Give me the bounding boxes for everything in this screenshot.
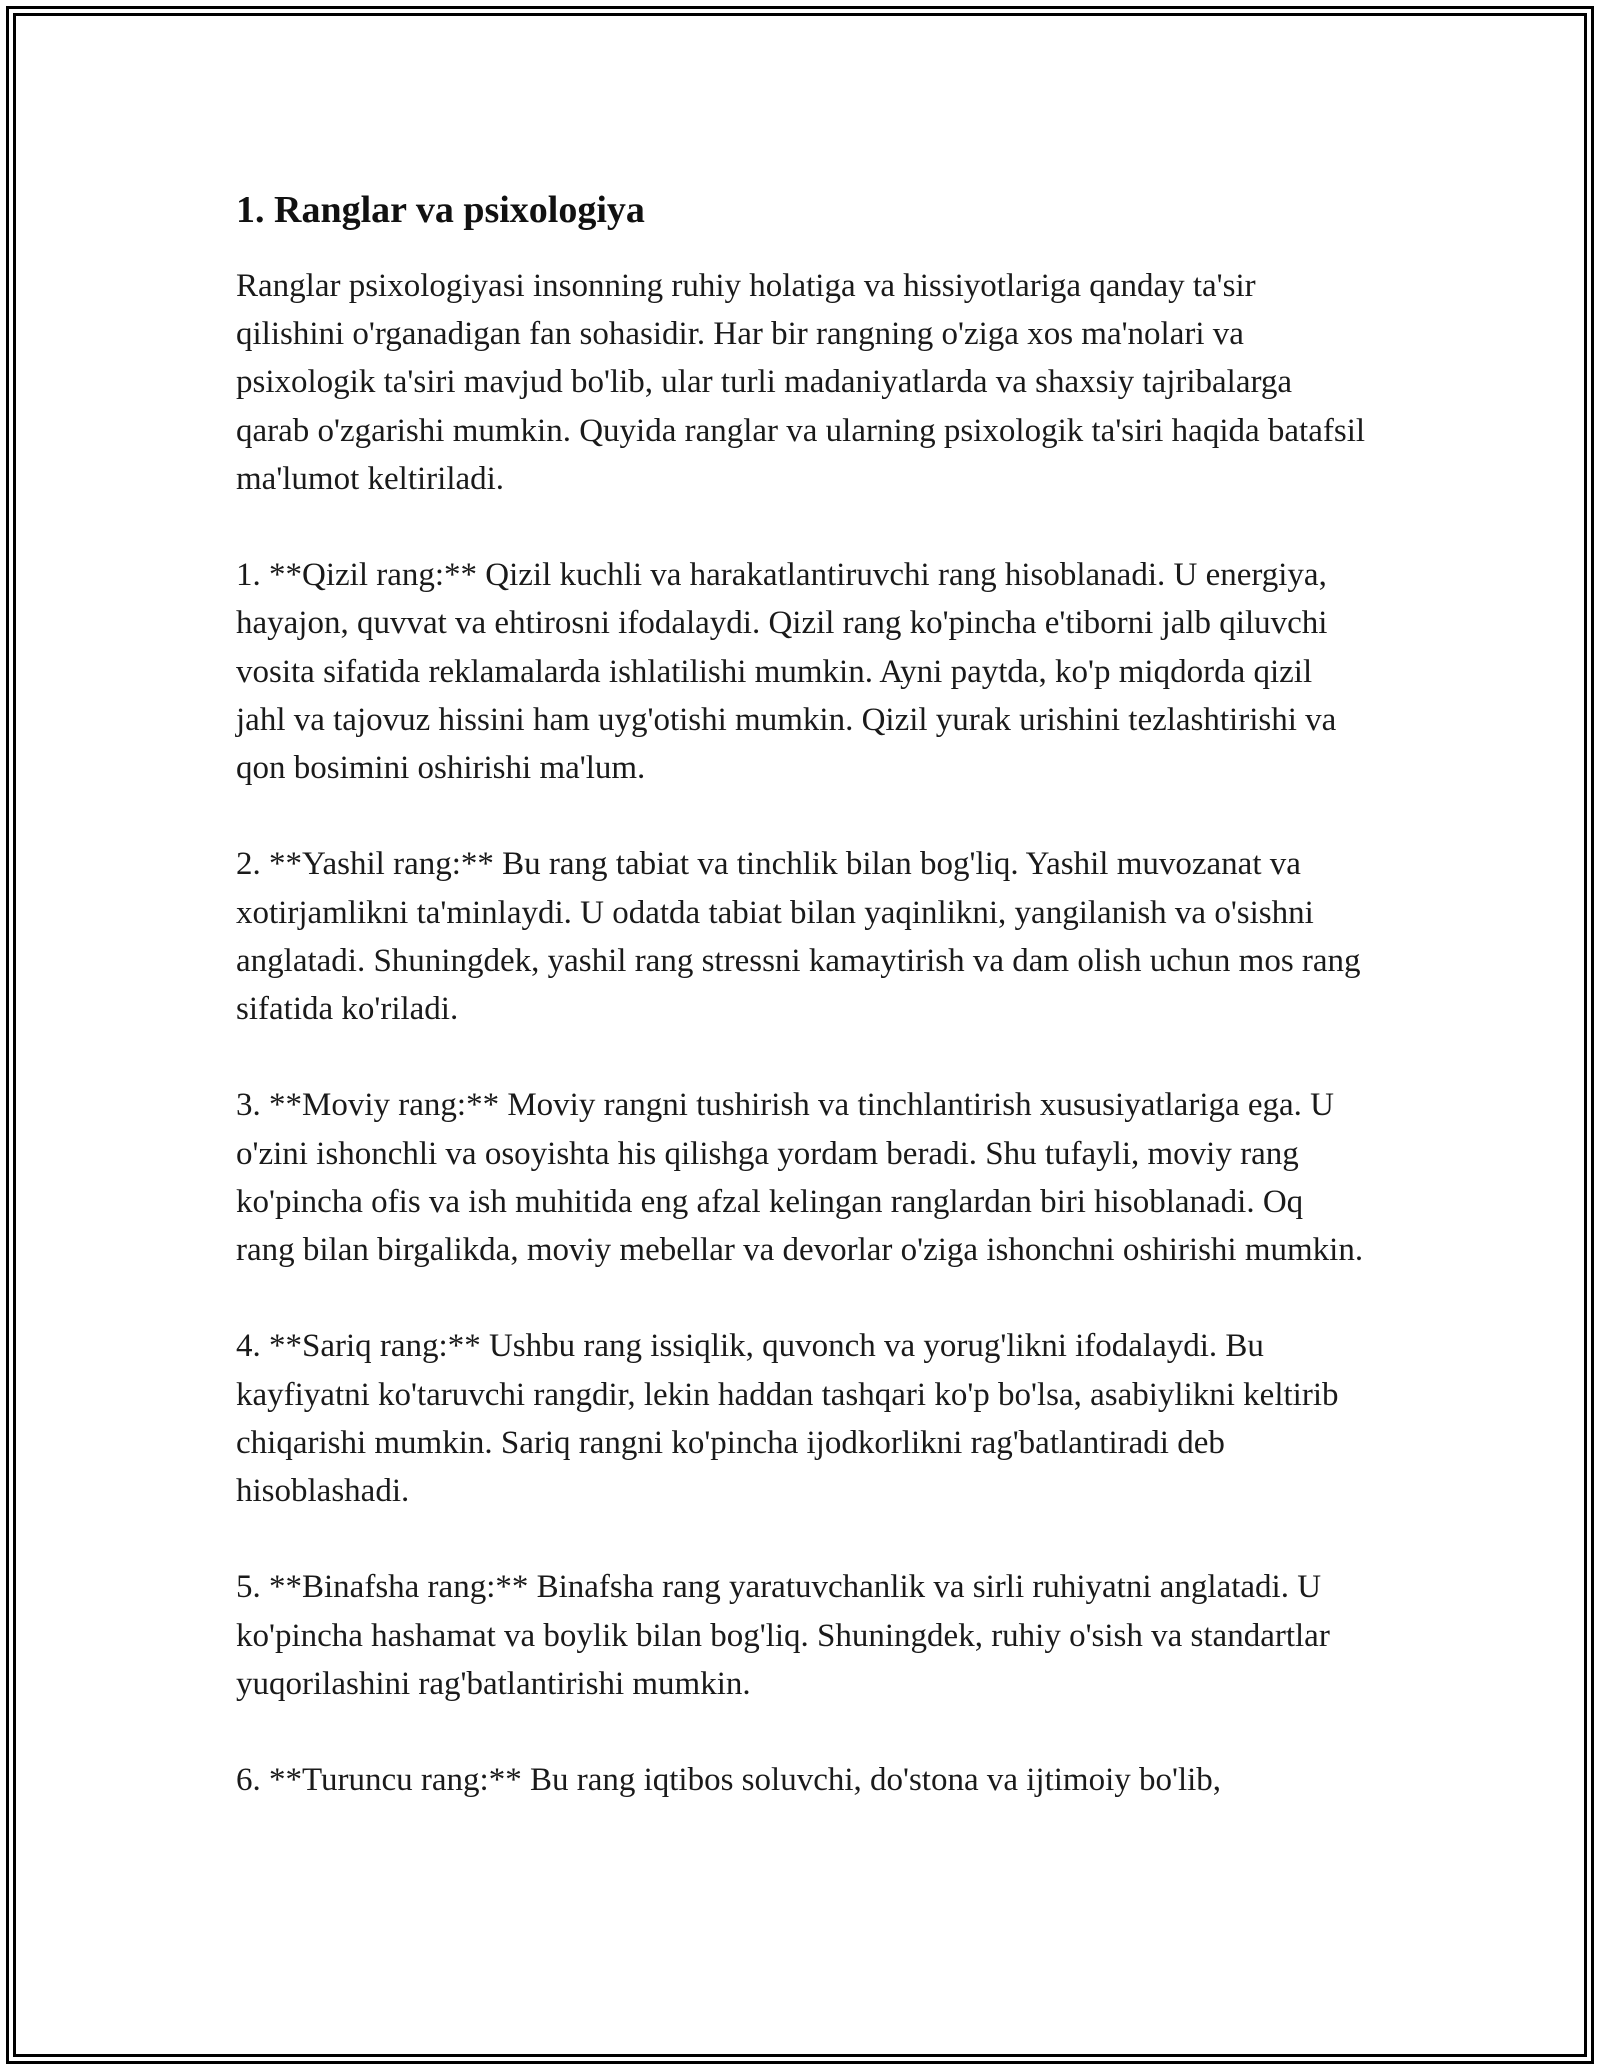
document-title: 1. Ranglar va psixologiya (236, 189, 645, 231)
paragraph-purple-color: 5. **Binafsha rang:** Binafsha rang yaratuvchanlik va sirli ruhiyatni anglatadi. U ko'pincha hashamat va boylik bilan bog'liq. Shuningdek, ruhiy o'sish va standartlar yuqorilashini rag'batlantirishi mumkin. (236, 1569, 1330, 1702)
document-body (236, 186, 1366, 1804)
paragraph-green-color: 2. **Yashil rang:** Bu rang tabiat va tinchlik bilan bog'liq. Yashil muvozanat va xotirjamlikni ta'minlaydi. U odatda tabiat bilan yaqinlikni, yangilanish va o'sishni anglatadi. Shuningdek, yashil rang stressni kamaytirish va dam olish uchun mos rang sifatida ko'riladi. (236, 846, 1361, 1028)
paragraph-orange-color: 6. **Turuncu rang:** Bu rang iqtibos soluvchi, do'stona va ijtimoiy bo'lib, (236, 1762, 1222, 1799)
intro-paragraph: Ranglar psixologiyasi insonning ruhiy holatiga va hissiyotlariga qanday ta'sir qilishini o'rganadigan fan sohasidir. Har bir rangning o'ziga xos ma'nolari va psixologik ta'siri mavjud bo'lib, ular turli madaniyatlarda va shaxsiy tajribalarga qarab o'zgarishi mumkin. Quyida ranglar va ularning psixologik ta'siri haqida batafsil ma'lumot keltiriladi. (236, 268, 1366, 497)
paragraph-blue-color: 3. **Moviy rang:** Moviy rangni tushirish va tinchlantirish xususiyatlariga ega. U o'zini ishonchli va osoyishta his qilishga yordam beradi. Shu tufayli, moviy rang ko'pincha ofis va ish muhitida eng afzal kelingan ranglardan biri hisoblanadi. Oq rang bilan birgalikda, moviy mebellar va devorlar o'ziga ishonchni oshirishi mumkin. (236, 1087, 1364, 1269)
paragraph-yellow-color: 4. **Sariq rang:** Ushbu rang issiqlik, quvonch va yorug'likni ifodalaydi. Bu kayfiyatni ko'taruvchi rangdir, lekin haddan tashqari ko'p bo'lsa, asabiylikni keltirib chiqarishi mumkin. Sariq rangni ko'pincha ijodkorlikni rag'batlantiradi deb hisoblashadi. (236, 1328, 1339, 1510)
paragraph-red-color: 1. **Qizil rang:** Qizil kuchli va harakatlantiruvchi rang hisoblanadi. U energiya, hayajon, quvvat va ehtirosni ifodalaydi. Qizil rang ko'pincha e'tiborni jalb qiluvchi vosita sifatida reklamalarda ishlatilishi mumkin. Ayni paytda, ko'p miqdorda qizil jahl va tajovuz hissini ham uyg'otishi mumkin. Qizil yurak urishini tezlashtirishi va qon bosimini oshirishi ma'lum. (236, 557, 1337, 787)
